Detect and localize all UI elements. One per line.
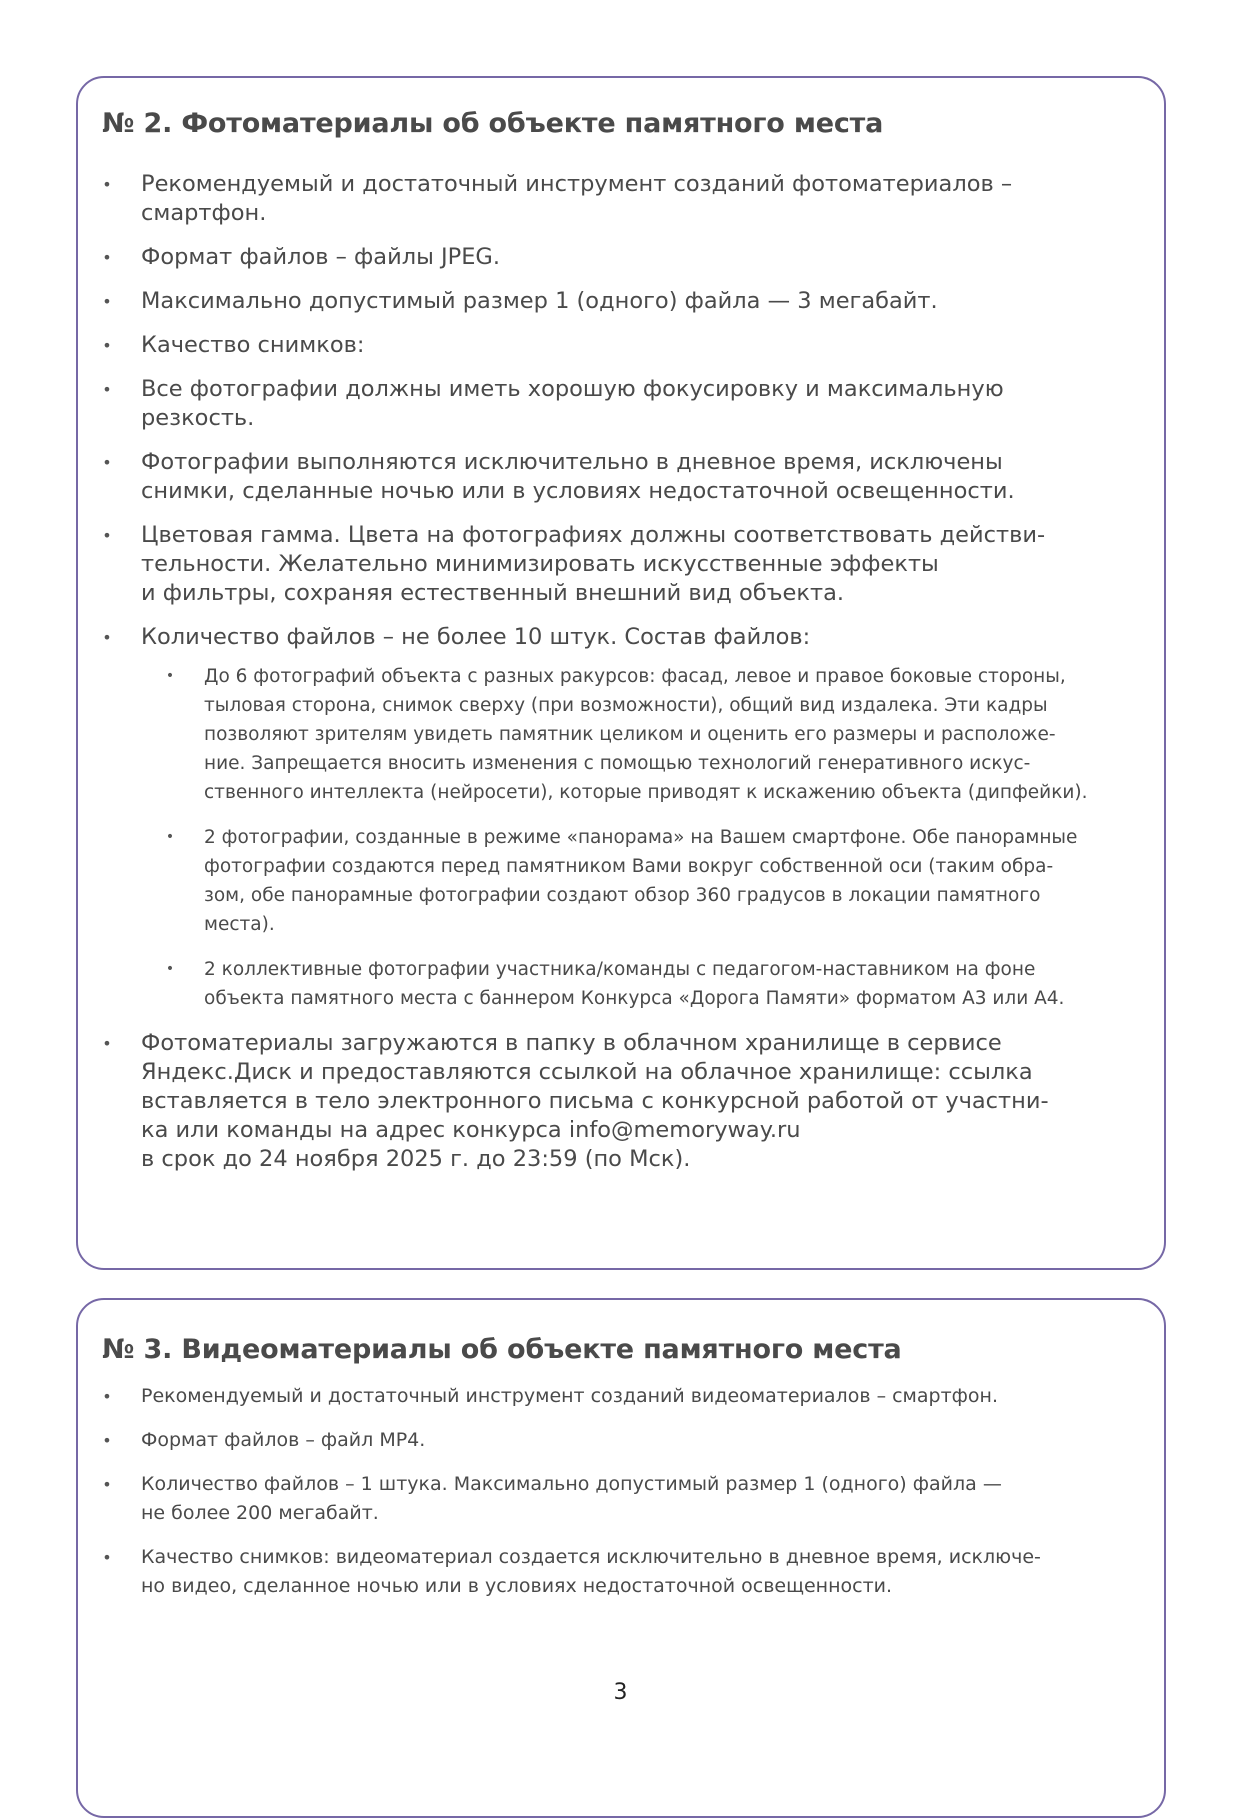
video-requirements-list (102, 1382, 1134, 1616)
page-number: 3 (613, 1680, 628, 1705)
bullet-icon: • (102, 248, 112, 267)
text-line: ственного интеллекта (нейросети), которые приводят к искажению объекта (дипфейки). (204, 782, 1088, 803)
text-line: Качество снимков: (141, 332, 365, 358)
text-line: тыловая сторона, снимок сверху (при возможности), общий вид издалека. Эти кадры (204, 695, 1048, 716)
text-line: позволяют зрителям увидеть памятник целиком и оценить его размеры и расположе- (204, 724, 1056, 745)
list-item (102, 1382, 1134, 1411)
bullet-icon: • (102, 1034, 112, 1053)
bullet-icon: • (102, 1548, 112, 1567)
bullet-icon: • (102, 336, 112, 355)
bullet-icon: • (102, 292, 112, 311)
list-item-text (141, 448, 1134, 506)
text-line: Рекомендуемый и достаточный инструмент созданий видеоматериалов – смартфон. (141, 1385, 998, 1407)
text-line: ние. Запрещается вносить изменения с помощью технологий генеративного искус- (204, 753, 1031, 774)
text-line: 2 фотографии, созданные в режиме «панорама» на Вашем смартфоне. Обе панорамные (204, 827, 1078, 848)
list-item-text (204, 823, 1134, 939)
text-line: и фильтры, сохраняя естественный внешний вид объекта. (141, 580, 845, 606)
text-line: Цветовая гамма. Цвета на фотографиях должны соответствовать действи- (141, 522, 1046, 548)
sub-list-item (165, 823, 1134, 939)
bullet-icon: • (165, 961, 175, 977)
text-line: снимки, сделанные ночью или в условиях недостаточной освещенности. (141, 478, 1015, 504)
list-item (102, 448, 1134, 506)
text-line: вставляется в тело электронного письма с конкурсной работой от участни- (141, 1088, 1049, 1114)
photo-materials-card (76, 76, 1166, 1270)
bullet-icon: • (165, 829, 175, 845)
sub-list-item (165, 955, 1134, 1013)
list-item-text (141, 287, 1134, 316)
text-line: 2 коллективные фотографии участника/команды с педагогом-наставником на фоне (204, 959, 1036, 980)
list-item (102, 287, 1134, 316)
bullet-icon: • (102, 1431, 112, 1450)
bullet-icon: • (102, 1387, 112, 1406)
text-line: Формат файлов – файл MP4. (141, 1429, 426, 1451)
sub-list (141, 662, 1134, 1013)
list-item (102, 243, 1134, 272)
list-item (102, 331, 1134, 360)
bullet-icon: • (165, 668, 175, 684)
list-item-text (204, 955, 1134, 1013)
list-item-text (141, 521, 1134, 608)
list-item-text (141, 1543, 1134, 1601)
list-item (102, 521, 1134, 608)
text-line: Рекомендуемый и достаточный инструмент созданий фотоматериалов – (141, 171, 1013, 197)
text-line: места). (204, 914, 275, 935)
list-item-text (141, 1470, 1134, 1528)
photo-section-title: № 2. Фотоматериалы об объекте памятного места (102, 108, 884, 139)
text-line: Качество снимков: видеоматериал создается исключительно в дневное время, исключе- (141, 1546, 1041, 1568)
text-line: фотографии создаются перед памятником Вами вокруг собственной оси (таким обра- (204, 856, 1054, 877)
list-item (102, 623, 1134, 1013)
text-line: объекта памятного места с баннером Конкурса «Дорога Памяти» форматом А3 или А4. (204, 988, 1065, 1009)
list-item (102, 375, 1134, 433)
list-item (102, 1543, 1134, 1601)
text-line: Количество файлов – не более 10 штук. Состав файлов: (141, 624, 811, 650)
list-item-text (141, 243, 1134, 272)
video-section-title: № 3. Видеоматериалы об объекте памятного места (102, 1334, 902, 1365)
list-item (102, 1426, 1134, 1455)
text-line: Количество файлов – 1 штука. Максимально допустимый размер 1 (одного) файла — (141, 1473, 1002, 1495)
text-line: зом, обе панорамные фотографии создают обзор 360 градусов в локации памятного (204, 885, 1041, 906)
bullet-icon: • (102, 628, 112, 647)
text-line: тельности. Желательно минимизировать искусственные эффекты (141, 551, 939, 577)
list-item-text (141, 623, 1134, 652)
text-line: не более 200 мегабайт. (141, 1502, 379, 1524)
video-materials-card (76, 1298, 1166, 1818)
text-line: Фотоматериалы загружаются в папку в облачном хранилище в сервисе (141, 1030, 1002, 1056)
list-item (102, 170, 1134, 228)
bullet-icon: • (102, 453, 112, 472)
bullet-icon: • (102, 1475, 112, 1494)
text-line: Максимально допустимый размер 1 (одного) файла — 3 мегабайт. (141, 288, 938, 314)
list-item-text (141, 375, 1134, 433)
list-item-text (141, 1382, 1134, 1411)
list-item-text (141, 331, 1134, 360)
photo-requirements-list (102, 170, 1134, 1189)
text-line: но видео, сделанное ночью или в условиях недостаточной освещенности. (141, 1575, 893, 1597)
text-line: Фотографии выполняются исключительно в дневное время, исключены (141, 449, 1003, 475)
text-line: ка или команды на адрес конкурса info@memoryway.ru (141, 1117, 801, 1143)
bullet-icon: • (102, 526, 112, 545)
bullet-icon: • (102, 175, 112, 194)
list-item-text (204, 662, 1134, 807)
text-line: Все фотографии должны иметь хорошую фокусировку и максимальную (141, 376, 1004, 402)
list-item (102, 1029, 1134, 1174)
text-line: Формат файлов – файлы JPEG. (141, 244, 501, 270)
text-line: в срок до 24 ноября 2025 г. до 23:59 (по Мск). (141, 1146, 691, 1172)
list-item-text (141, 1029, 1134, 1174)
text-line: смартфон. (141, 200, 267, 226)
sub-list-item (165, 662, 1134, 807)
text-line: До 6 фотографий объекта с разных ракурсов: фасад, левое и правое боковые стороны, (204, 666, 1066, 687)
bullet-icon: • (102, 380, 112, 399)
list-item (102, 1470, 1134, 1528)
list-item-text (141, 170, 1134, 228)
text-line: резкость. (141, 405, 255, 431)
text-line: Яндекс.Диск и предоставляются ссылкой на облачное хранилище: ссылка (141, 1059, 1033, 1085)
list-item-text (141, 1426, 1134, 1455)
